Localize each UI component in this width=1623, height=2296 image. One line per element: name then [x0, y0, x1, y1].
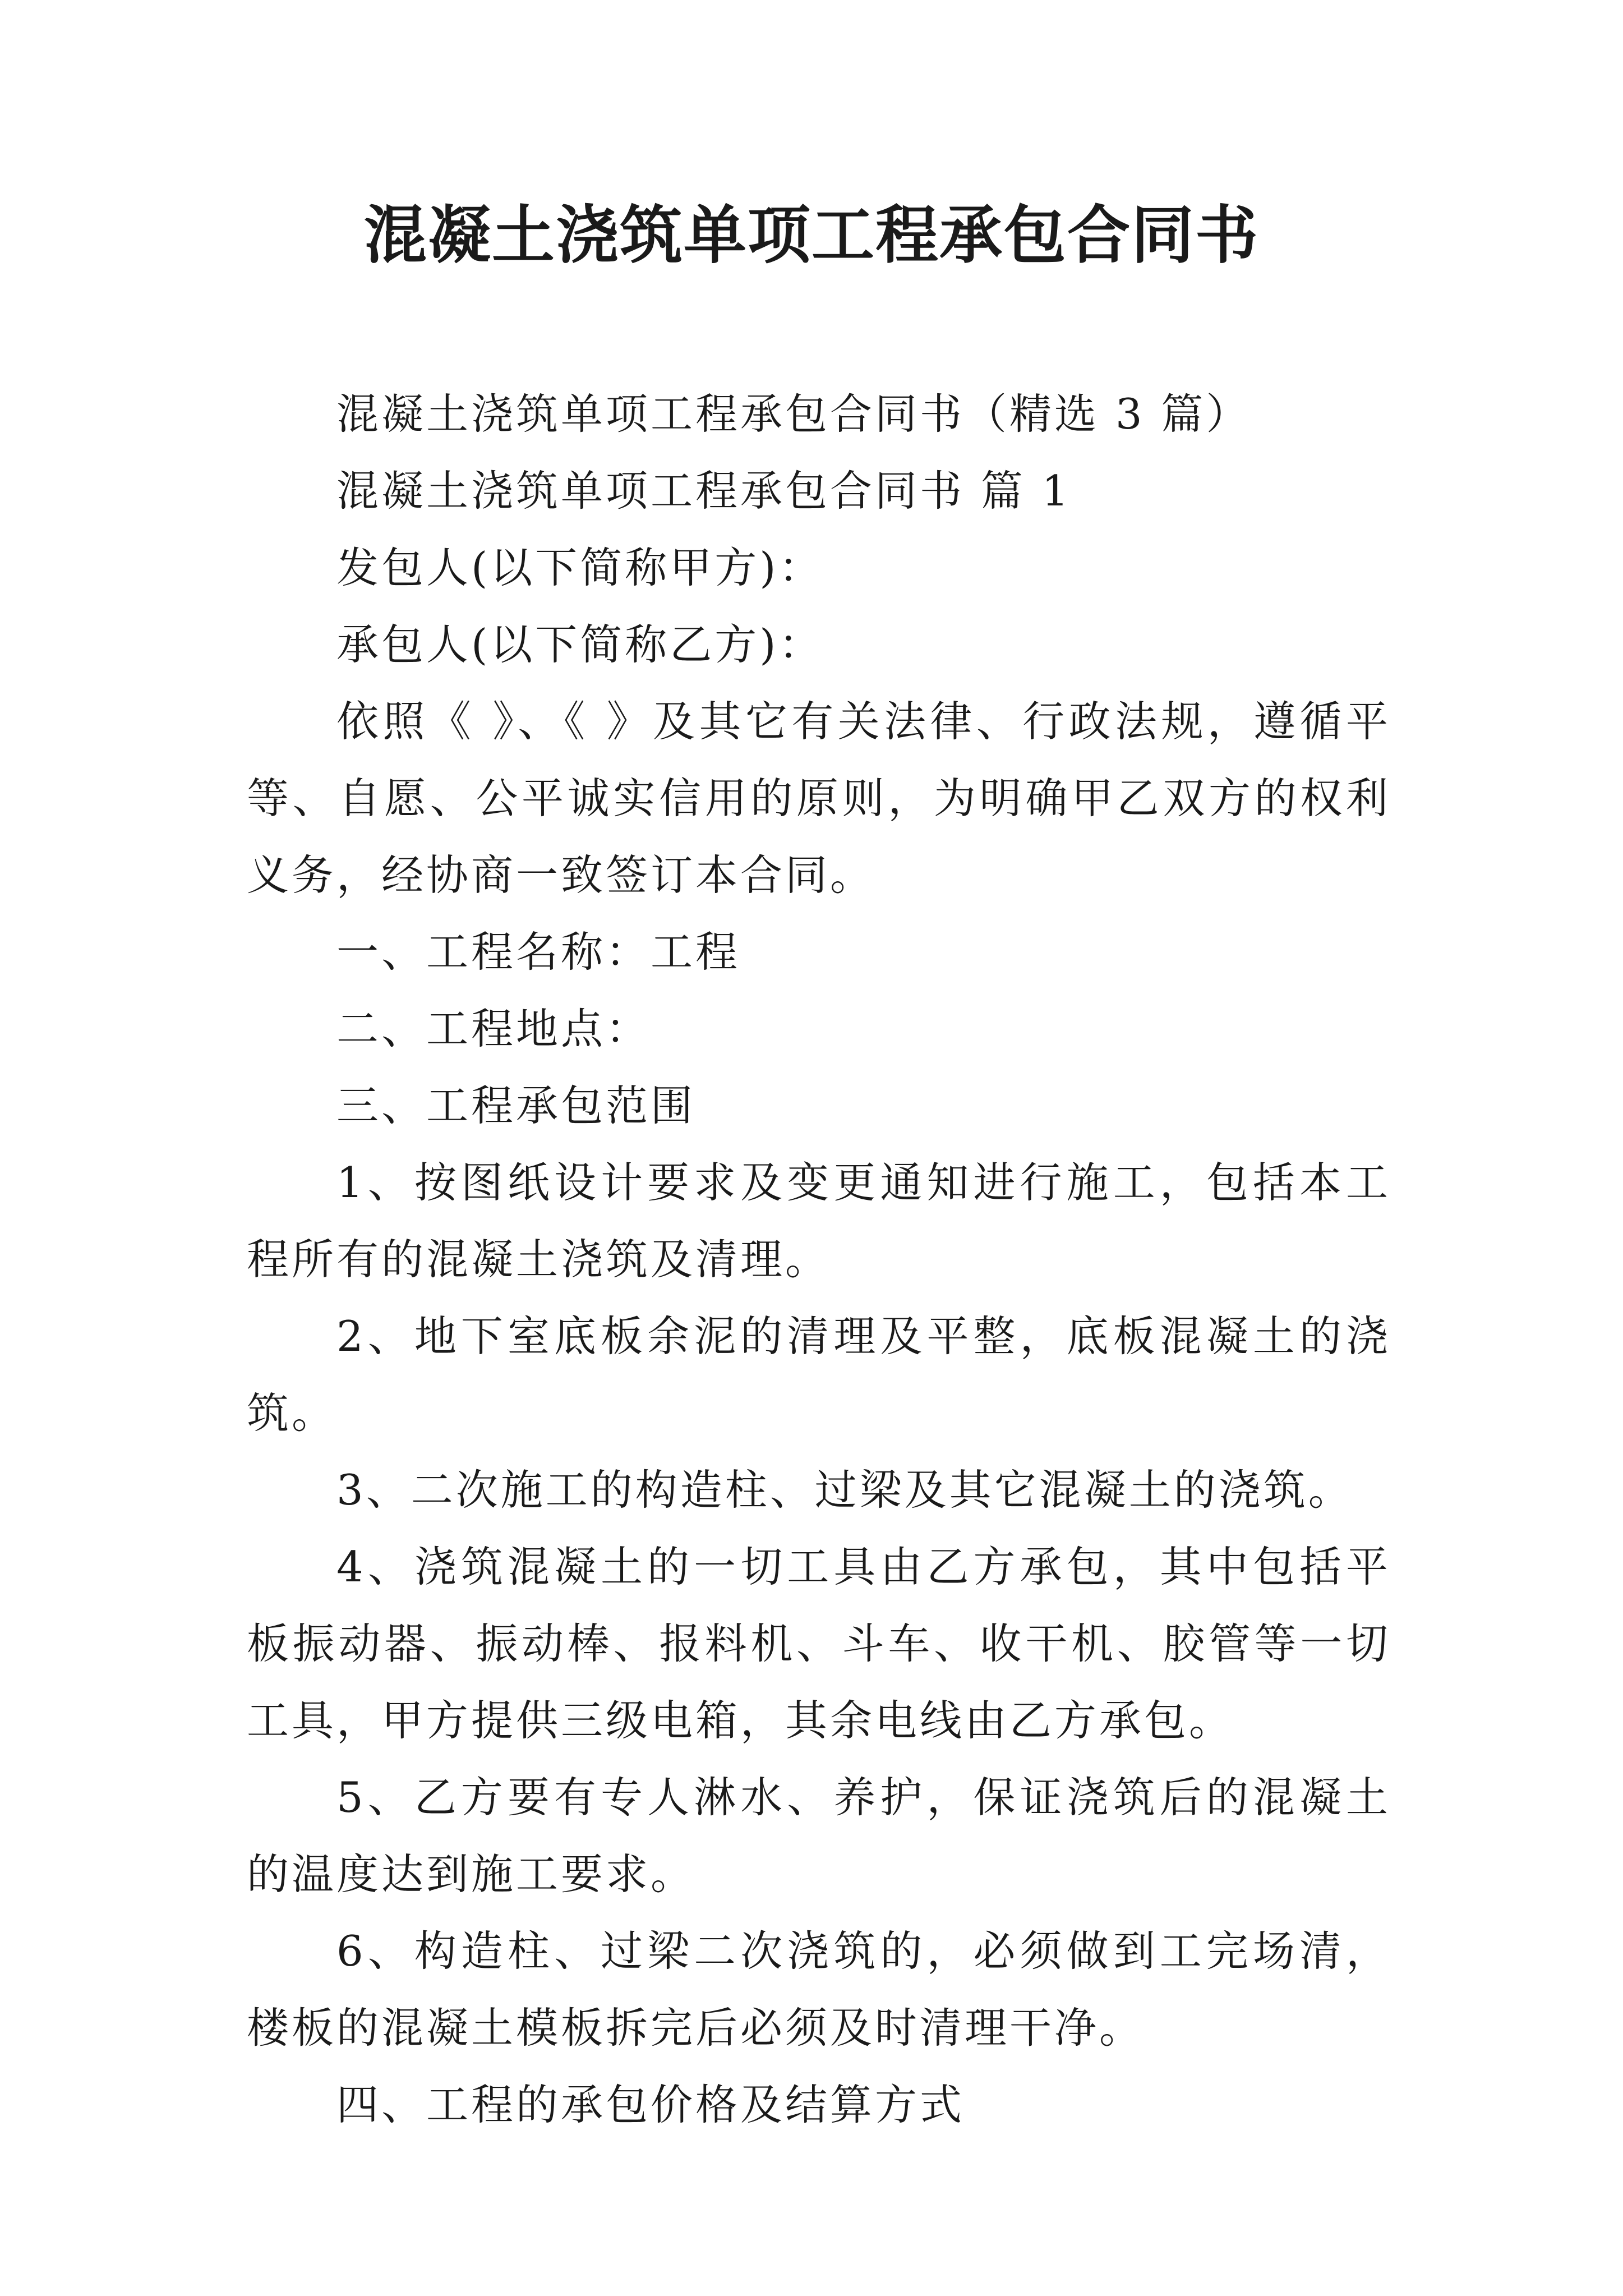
document-title: 混凝土浇筑单项工程承包合同书	[364, 199, 1259, 272]
paragraph-party-b: 承包人(以下简称乙方)：	[336, 620, 824, 669]
paragraph-preamble: 依照《 》、《 》及其它有关法律、行政法规，遵循平等、自愿、公平诚实信用的原则，为明确甲乙双方的权利义务，经协商一致签订本合同。	[247, 697, 1391, 900]
paragraph-project-name: 一、工程名称：工程	[336, 927, 741, 977]
document-body	[247, 376, 1391, 2143]
paragraph-scope-item-4: 4、浇筑混凝土的一切工具由乙方承包，其中包括平板振动器、振动棒、报料机、斗车、收干机、胶管等一切工具，甲方提供三级电箱，其余电线由乙方承包。	[247, 1542, 1391, 1745]
paragraph-scope-item-2: 2、地下室底板余泥的清理及平整，底板混凝土的浇筑。	[247, 1312, 1391, 1438]
paragraph-scope-heading: 三、工程承包范围	[336, 1081, 696, 1130]
paragraph-party-a: 发包人(以下简称甲方)：	[336, 543, 824, 592]
paragraph-section-heading: 混凝土浇筑单项工程承包合同书 篇 1	[336, 466, 1072, 516]
paragraph-scope-item-3: 3、二次施工的构造柱、过梁及其它混凝土的浇筑。	[336, 1465, 1353, 1515]
paragraph-price-heading: 四、工程的承包价格及结算方式	[336, 2080, 965, 2129]
paragraph-subtitle: 混凝土浇筑单项工程承包合同书（精选 3 篇）	[336, 389, 1251, 439]
paragraph-project-location: 二、工程地点：	[336, 1004, 651, 1053]
paragraph-scope-item-5: 5、乙方要有专人淋水、养护，保证浇筑后的混凝土的温度达到施工要求。	[247, 1773, 1391, 1899]
paragraph-scope-item-1: 1、按图纸设计要求及变更通知进行施工，包括本工程所有的混凝土浇筑及清理。	[247, 1158, 1391, 1284]
paragraph-scope-item-6: 6、构造柱、过梁二次浇筑的，必须做到工完场清，楼板的混凝土模板拆完后必须及时清理干净。	[247, 1926, 1391, 2053]
